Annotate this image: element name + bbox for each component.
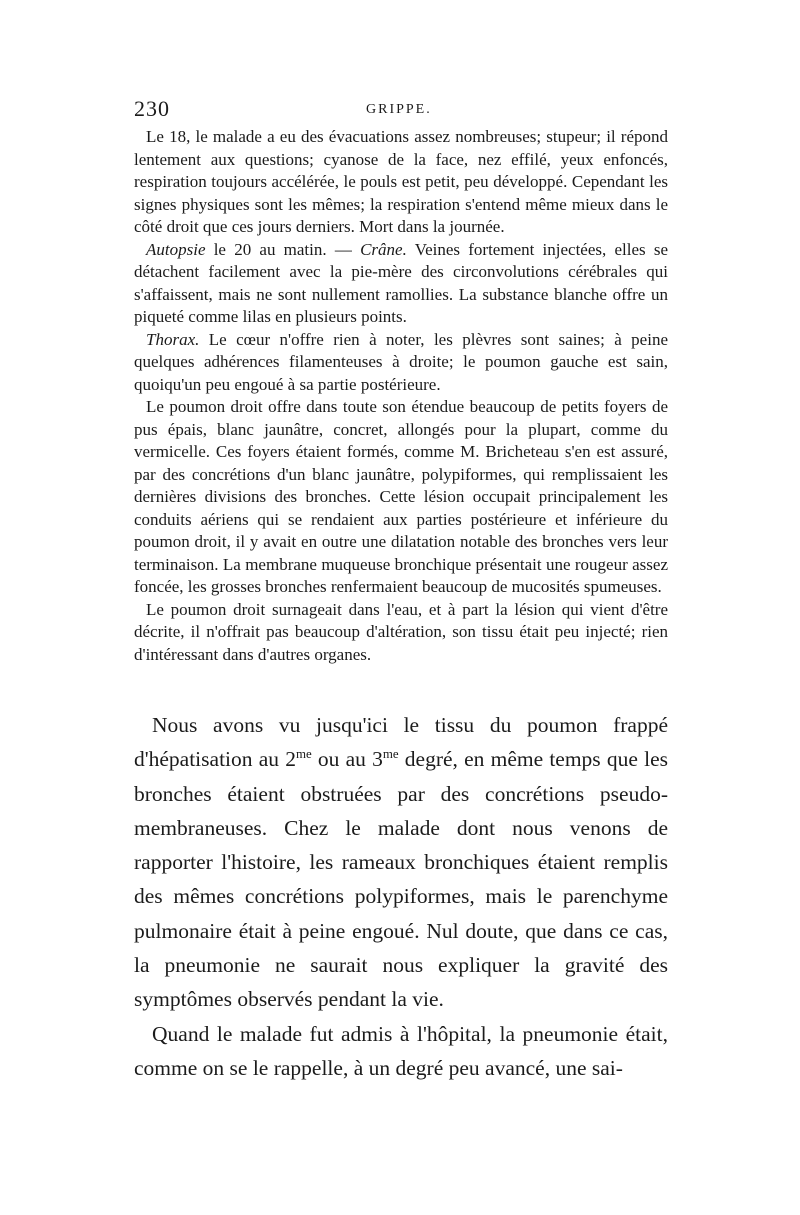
case-paragraph-autopsy: Autopsie le 20 au matin. — Crâne. Veines fortement injectées, elles se détachent facilement avec la pie-mère des circonvolutions cérébrales qui s'affaissent, mais ne sont nullement ramollies. La substance blanche offre un piqueté comme lilas en plusieurs points. (134, 239, 668, 326)
case-paragraph-floating-lung: Le poumon droit surnageait dans l'eau, et à part la lésion qui vient d'être décrite, il n'offrait pas beaucoup d'altération, son tissu était peu injecté; rien d'intéressant dans d'autres organes. (134, 599, 668, 664)
skull-label: Crâne. (360, 239, 407, 259)
discussion-paragraph-2: Quand le malade fut admis à l'hôpital, la pneumonie était, comme on se le rappelle, à un degré peu avancé, une sai- (134, 1021, 668, 1080)
discussion-paragraph-1: Nous avons vu jusqu'ici le tissu du poumon frappé d'hépatisation au $2^{me}$ ou au $3^{me}$ degré, en même temps que les bronches étaient obstruées par des concrétions pseudo-membraneuses. Chez le malade dont nous venons de rapporter l'histoire, les rameaux bronchiques étaient remplis des mêmes concrétions polypiformes, mais le parenchyme pulmonaire était à peine engoué. Nul doute, que dans ce cas, la pneumonie ne saurait nous expliquer la gravité des symptômes observés pendant la vie. (134, 713, 668, 1012)
running-title: GRIPPE. (366, 102, 432, 117)
case-paragraph-1: Le 18, le malade a eu des évacuations assez nombreuses; stupeur; il répond lentement aux questions; cyanose de la face, nez effilé, yeux enfoncés, respiration toujours accélérée, le pouls est petit, peu développé. Cependant les signes physiques sont les mêmes; la respiration s'entend même mieux dans le côté droit que ces jours derniers. Mort dans la journée. (134, 127, 668, 236)
autopsy-label: Autopsie (146, 239, 206, 259)
thorax-label: Thorax. (146, 329, 200, 349)
section-spacer (134, 666, 668, 708)
page-header (134, 96, 668, 126)
case-paragraph-thorax: Thorax. Le cœur n'offre rien à noter, les plèvres sont saines; à peine quelques adhérences filamenteuses à droite; le poumon gauche est sain, quoiqu'un peu engoué à sa partie postérieure. (134, 329, 668, 394)
page-number: 230 (134, 96, 170, 121)
case-paragraph-right-lung: Le poumon droit offre dans toute son étendue beaucoup de petits foyers de pus épais, blanc jaunâtre, concret, allongés pour la plupart, comme du vermicelle. Ces foyers étaient formés, comme M. Bricheteau s'en est assuré, par des concrétions d'un blanc jaunâtre, polypiformes, qui remplissaient les dernières divisions des bronches. Cette lésion occupait principalement les conduits aériens qui se rendaient aux parties postérieure et inférieure du poumon droit, il y avait en outre une dilatation notable des bronches vers leur terminaison. La membrane muqueuse bronchique présentait une rougeur assez foncée, les grosses bronches renfermaient beaucoup de mucosités spumeuses. (134, 397, 668, 596)
book-page (134, 96, 668, 1085)
